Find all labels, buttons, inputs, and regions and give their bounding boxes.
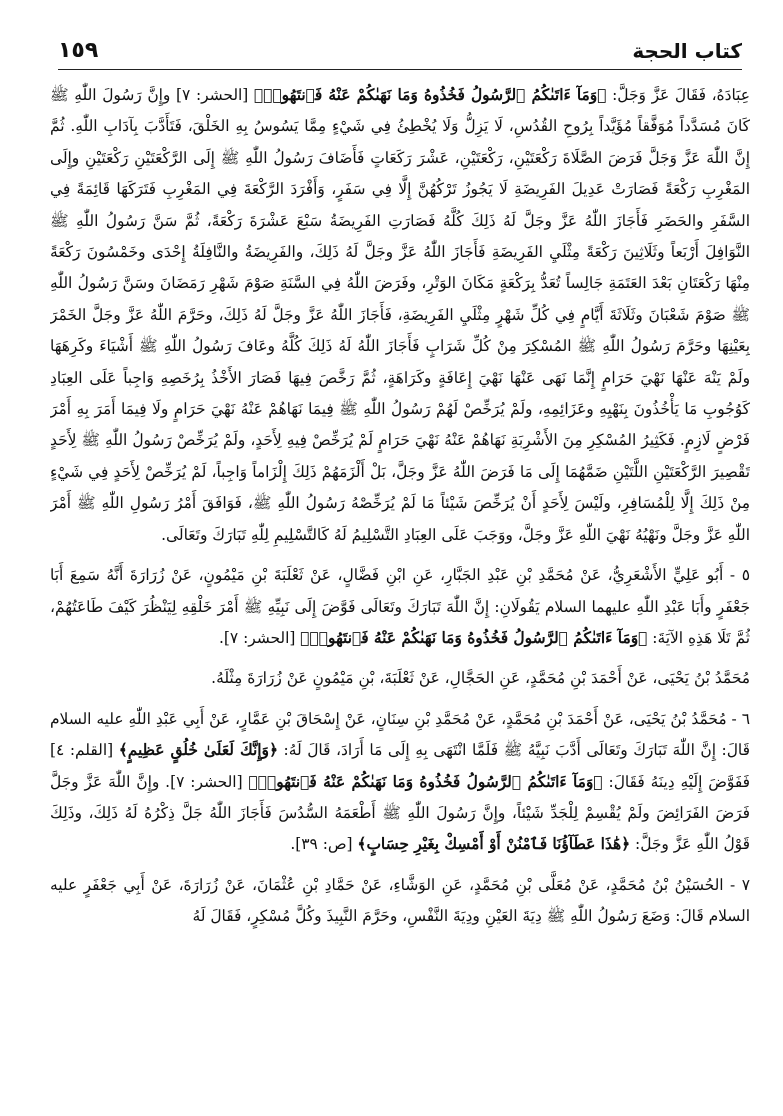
quran-quote: ﴿وَإِنَّكَ لَعَلَىٰ خُلُقٍ عَظِيمٍ﴾	[118, 741, 278, 760]
paragraph-text: [الحشر: ٧]. وإِنَّ اللّٰهَ عَزَّ وجَلَّ فَرَضَ الفَرَائِضَ ولَمْ يُقْسِمْ لِلْجَدِّ شَيْئاً، وإِنَّ رَسُولَ اللّٰهِ ﷺ أَطْعَمَهُ السُّدُسَ فَأَجَازَ اللّٰهُ جَلَّ ذِكْرُهُ لَهُ ذَلِكَ، وذَلِكَ قَوْلُ اللّٰهِ عَزَّ وجَلَّ:	[50, 772, 750, 854]
quran-quote: ﴿وَمَآ ءَاتَىٰكُمُ ٱلرَّسُولُ فَخُذُوهُ وَمَا نَهَىٰكُمْ عَنْهُ فَٱنتَهُوا۟﴾	[253, 86, 607, 104]
hadith-5-alt-chain: مُحَمَّدُ بْنُ يَحْيَى، عَنْ أَحْمَدَ بْنِ مُحَمَّدٍ، عَنِ الحَجَّالِ، عَنْ ثَعْلَبَةَ، بْنِ مَيْمُونٍ عَنْ زُرَارَةَ مِثْلَهُ.	[211, 669, 750, 688]
hadith-5	[50, 560, 750, 654]
paragraph-text: [الحشر: ٧].	[219, 628, 301, 647]
paragraph-text: [القلم: ٤] فَفَوَّضَ إِلَيْهِ دِينَهُ فَقَالَ:	[50, 741, 750, 791]
hadith-7: ٧ - الحُسَيْنُ بْنُ مُحَمَّدٍ، عَنْ مُعَلَّى بْنِ مُحَمَّدٍ، عَنِ الوَشَّاءِ، عَنْ حَمَّادِ بْنِ عُثْمَانَ، عَنْ زُرَارَةَ، عَنْ أَبِي جَعْفَرٍ عليه السلام قَالَ: وَضَعَ رَسُولُ اللّٰهِ ﷺ دِيَةَ العَيْنِ ودِيَةَ النَّفْسِ، وحَرَّمَ النَّبِيذَ وكُلَّ مُسْكِرٍ، فَقَالَ لَهُ	[50, 875, 750, 926]
paragraph-text: [ص: ٣٩].	[290, 835, 358, 854]
paragraph-1	[50, 80, 750, 551]
book-title: كتاب الحجة	[632, 39, 742, 63]
quran-quote: ﴿وَمَآ ءَاتَىٰكُمُ ٱلرَّسُولُ فَخُذُوهُ وَمَا نَهَىٰكُمْ عَنْهُ فَٱنتَهُوا۟﴾	[300, 628, 648, 647]
page-header	[58, 30, 742, 70]
paragraph-text: عِبَادَهُ، فَقَالَ عَزَّ وَجَلَّ:	[606, 86, 750, 104]
page-body	[50, 80, 750, 1105]
paragraph-text: ٥ - أَبُو عَلِيٍّ الأَشْعَرِيُّ، عَنْ مُحَمَّدِ بْنِ عَبْدِ الجَبَّارِ، عَنِ ابْنِ فَضَّالٍ، عَنْ ثَعْلَبَةَ بْنِ مَيْمُونٍ، عَنْ زُرَارَةَ أَنَّهُ سَمِعَ أَبَا جَعْفَرٍ وأَبَا عَبْدِ اللّٰهِ عليهما السلام يَقُولَانِ: إِنَّ اللّٰهَ تَبَارَكَ وتَعَالَى فَوَّضَ إِلَى نَبِيِّهِ ﷺ أَمْرَ خَلْقِهِ لِيَنْظُرَ كَيْفَ طَاعَتُهُمْ، ثُمَّ تَلَا هَذِهِ الآيَةَ:	[50, 566, 750, 647]
quran-quote: ﴿وَمَآ ءَاتَىٰكُمُ ٱلرَّسُولُ فَخُذُوهُ وَمَا نَهَىٰكُمْ عَنْهُ فَٱنتَهُوا۟﴾	[248, 772, 603, 791]
page-number: ١٥٩	[58, 38, 99, 63]
hadith-6	[50, 704, 750, 861]
quran-quote: ﴿هَٰذَا عَطَآؤُنَا فَٱمْنُنْ أَوْ أَمْسِكْ بِغَيْرِ حِسَابٍ﴾	[357, 835, 631, 854]
paragraph-text: ٦ - مُحَمَّدُ بْنُ يَحْيَى، عَنْ أَحْمَدَ بْنِ مُحَمَّدٍ، عَنْ مُحَمَّدِ بْنِ سِنَانٍ، عَنْ إِسْحَاقَ بْنِ عَمَّارٍ، عَنْ أَبِي عَبْدِ اللّٰهِ عليه السلام قَالَ: إِنَّ اللّٰهَ تَبَارَكَ وتَعَالَى أَدَّبَ نَبِيَّهُ ﷺ فَلَمَّا انْتَهَى بِهِ إِلَى مَا أَرَادَ، قَالَ لَهُ:	[50, 709, 750, 760]
paragraph-text: [الحشر: ٧] وإِنَّ رَسُولَ اللّٰهِ ﷺ كَانَ مُسَدَّداً مُوَفَّقاً مُؤَيَّداً بِرُوحِ القُدُسِ، لَا يَزِلُّ وَلَا يُخْطِئُ فِي شَيْءٍ مِمَّا يَسُوسُ بِهِ الخَلْقَ، فَتَأَدَّبَ بِآدَابِ اللّٰهِ. ثُمَّ إِنَّ اللّٰهَ عَزَّ وَجَلَّ فَرَضَ الصَّلَاةَ رَكْعَتَيْنِ، رَكْعَتَيْنِ، عَشْرَ رَكَعَاتٍ فَأَضَافَ رَسُولُ اللّٰهِ ﷺ إِلَى الرَّكْعَتَيْنِ رَكْعَتَيْنِ وإِلَى المَغْرِبِ رَكْعَةً فَصَارَتْ عَدِيلَ الفَرِيضَةِ لَا يَجُوزُ تَرْكُهُنَّ إِلَّا فِي سَفَرٍ، وَأَفْرَدَ الرَّكْعَةَ فِي المَغْرِبِ فَتَرَكَهَا قَائِمَةً فِي السَّفَرِ والحَضَرِ فَأَجَازَ اللّٰهُ عَزَّ وجَلَّ لَهُ ذَلِكَ كُلَّهُ فَصَارَتِ الفَرِيضَةُ سَبْعَ عَشْرَةَ رَكْعَةً، ثُمَّ سَنَّ رَسُولُ اللّٰهِ ﷺ النَّوَافِلَ أَرْبَعاً وثَلَاثِينَ رَكْعَةً مِثْلَيِ الفَرِيضَةِ فَأَجَازَ اللّٰهُ عَزَّ وجَلَّ لَهُ ذَلِكَ، والفَرِيضَةُ والنَّافِلَةُ إِحْدَى وخَمْسُونَ رَكْعَةً مِنْهَا رَكْعَتَانِ بَعْدَ العَتَمَةِ جَالِساً تُعَدُّ بِرَكْعَةٍ مَكَانَ الوَتْرِ، وفَرَضَ اللّٰهُ فِي السَّنَةِ صَوْمَ شَهْرِ رَمَضَانَ وسَنَّ رَسُولُ اللّٰهِ ﷺ صَوْمَ شَعْبَانَ وثَلَاثَةَ أَيَّامٍ فِي كُلِّ شَهْرٍ مِثْلَيِ الفَرِيضَةِ، فَأَجَازَ اللّٰهُ عَزَّ وجَلَّ لَهُ ذَلِكَ، وحَرَّمَ اللّٰهُ عَزَّ وجَلَّ الخَمْرَ بِعَيْنِهَا وحَرَّمَ رَسُولُ اللّٰهِ ﷺ المُسْكِرَ مِنْ كُلِّ شَرَابٍ فَأَجَازَ اللّٰهُ لَهُ ذَلِكَ كُلَّهُ وعَافَ رَسُولُ اللّٰهِ ﷺ أَشْيَاءَ وكَرِهَهَا ولَمْ يَنْهَ عَنْهَا نَهْيَ حَرَامٍ إِنَّمَا نَهَى عَنْهَا نَهْيَ إِعَافَةٍ وكَرَاهَةٍ، ثُمَّ رَخَّصَ فِيهَا فَصَارَ الأَخْذُ بِرُخَصِهِ وَاجِباً عَلَى العِبَادِ كَوُجُوبِ مَا يَأْخُذُونَ بِنَهْيِهِ وعَزَائِمِهِ، ولَمْ يُرَخِّصْ لَهُمْ رَسُولُ اللّٰهِ ﷺ فِيمَا نَهَاهُمْ عَنْهُ نَهْيَ حَرَامٍ ولَا فِيمَا أَمَرَ بِهِ أَمْرَ فَرْضٍ لَازِمٍ. فَكَثِيرُ المُسْكِرِ مِنَ الأَشْرِبَةِ نَهَاهُمْ عَنْهُ نَهْيَ حَرَامٍ لَمْ يُرَخِّصْ فِيهِ لِأَحَدٍ، ولَمْ يُرَخِّصْ رَسُولُ اللّٰهِ ﷺ لِأَحَدٍ تَقْصِيرَ الرَّكْعَتَيْنِ اللَّتَيْنِ ضَمَّهُمَا إِلَى مَا فَرَضَ اللّٰهُ عَزَّ وجَلَّ، بَلْ أَلْزَمَهُمْ ذَلِكَ إِلْزَاماً وَاجِباً، لَمْ يُرَخِّصْ لِأَحَدٍ فِي شَيْءٍ مِنْ ذَلِكَ إِلَّا لِلْمُسَافِرِ، ولَيْسَ لِأَحَدٍ أَنْ يُرَخِّصَ شَيْئاً مَا لَمْ يُرَخِّصْهُ رَسُولُ اللّٰهِ ﷺ، فَوَافَقَ أَمْرُ رَسُولِ اللّٰهِ ﷺ أَمْرَ اللّٰهِ عَزَّ وجَلَّ ونَهْيُهُ نَهْيَ اللّٰهِ عَزَّ وجَلَّ، ووَجَبَ عَلَى العِبَادِ التَّسْلِيمُ لَهُ كَالتَّسْلِيمِ لِلّٰهِ تَبَارَكَ وتَعَالَى.	[50, 86, 750, 544]
